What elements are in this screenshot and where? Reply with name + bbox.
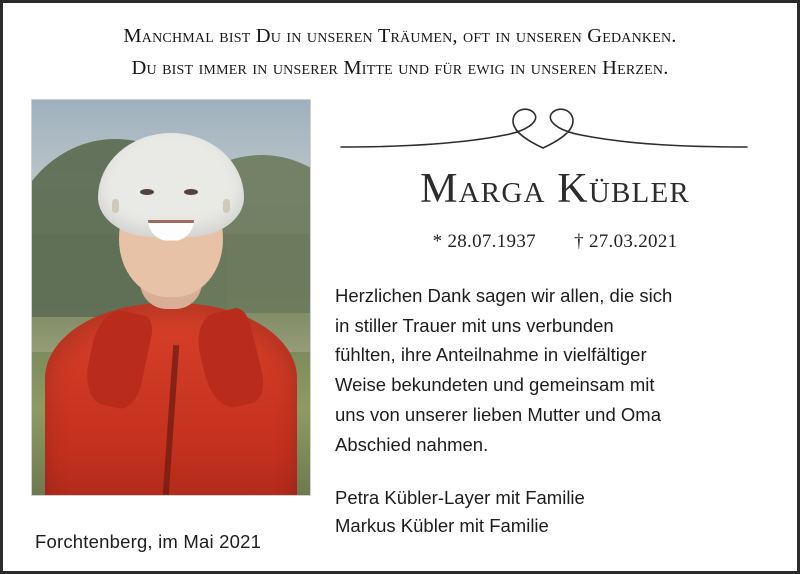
quote-block bbox=[3, 3, 797, 85]
message-line: in stiller Trauer mit uns verbunden bbox=[335, 314, 614, 336]
photo-column bbox=[31, 99, 309, 540]
message-line: Herzlichen Dank sagen wir allen, die sich bbox=[335, 284, 673, 306]
quote-line-2: Du bist immer in unserer Mitte und für ewig in unseren Herzen. bbox=[131, 56, 669, 79]
message-line: fühlten, ihre Anteilnahme in vielfältiger bbox=[335, 344, 647, 366]
place-and-date: Forchtenberg, im Mai 2021 bbox=[35, 531, 262, 552]
family-line: Markus Kübler mit Familie bbox=[335, 515, 549, 537]
family-signatures bbox=[335, 484, 775, 540]
message-line: Abschied nahmen. bbox=[335, 434, 489, 456]
birth-date: 28.07.1937 bbox=[447, 230, 536, 252]
portrait-photo bbox=[31, 99, 311, 496]
photo-eye-right bbox=[184, 189, 198, 195]
family-line: Petra Kübler-Layer mit Familie bbox=[335, 487, 585, 509]
life-dates bbox=[335, 231, 775, 253]
death-symbol: † bbox=[574, 230, 584, 252]
message-line: uns von unserer lieben Mutter und Oma bbox=[335, 404, 661, 426]
quote-line-1: Manchmal bist Du in unseren Träumen, oft in unseren Gedanken. bbox=[123, 25, 677, 47]
photo-earring-left bbox=[112, 199, 119, 213]
message-line: Weise bekundeten und gemeinsam mit bbox=[335, 374, 655, 396]
card-body bbox=[3, 85, 797, 540]
photo-earring-right bbox=[223, 199, 230, 213]
heart-flourish-icon bbox=[335, 101, 775, 163]
deceased-name: Marga Kübler bbox=[420, 165, 690, 212]
thank-you-message bbox=[335, 281, 775, 461]
death-date: 27.03.2021 bbox=[588, 230, 678, 252]
birth-symbol: * bbox=[432, 230, 443, 252]
photo-eye-left bbox=[140, 189, 154, 195]
text-column bbox=[309, 99, 775, 540]
